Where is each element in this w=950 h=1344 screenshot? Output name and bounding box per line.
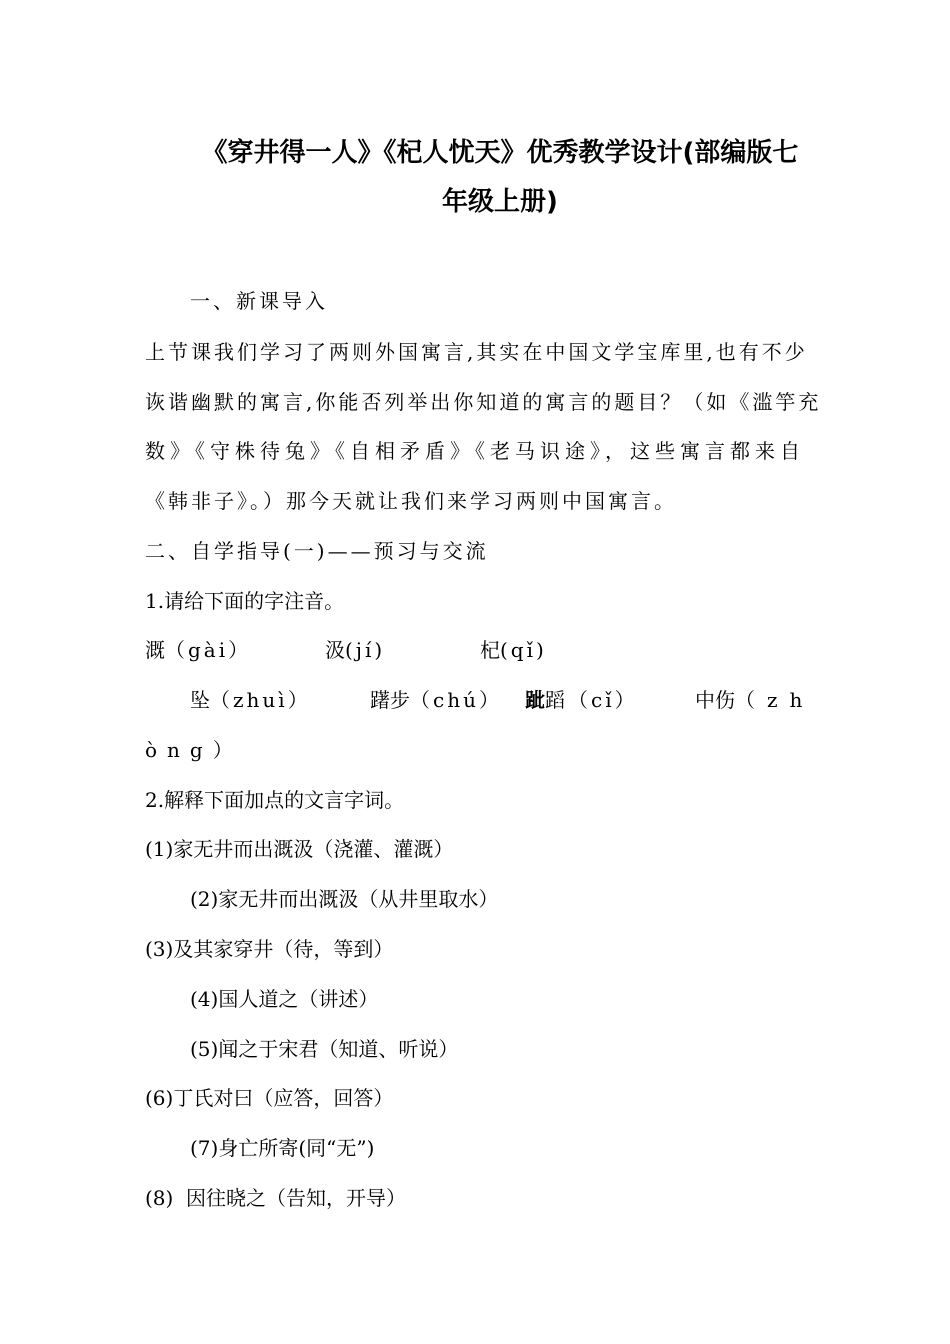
pinyin-char: 坠 <box>190 688 210 712</box>
pinyin-char: 跐 <box>525 688 545 712</box>
intro-paragraph-line-2: 诙谐幽默的寓言,你能否列举出你知道的寓言的题目？（如《滥竽充 <box>145 390 822 414</box>
intro-paragraph-line-1: 上节课我们学习了两则外国寓言,其实在中国文学宝库里,也有不少 <box>145 340 808 364</box>
pinyin-reading: （zh <box>735 688 815 712</box>
intro-paragraph-line-4: 《韩非子》。）那今天就让我们来学习两则中国寓言。 <box>145 489 677 513</box>
pinyin-char: 溉 <box>145 638 165 662</box>
explanation-item: (1)家无井而出溉汲（浇灌、灌溉） <box>145 837 454 861</box>
document-title-line-2: 年级上册) <box>442 187 558 217</box>
explanation-item: (6)丁氏对曰（应答，回答） <box>145 1086 394 1110</box>
explanation-item: (2)家无井而出溉汲（从井里取水） <box>190 887 499 911</box>
explanation-item: (4)国人道之（讲述） <box>190 987 379 1011</box>
pinyin-reading: （gài） <box>165 638 252 662</box>
intro-paragraph-line-3: 数》《守株待兔》《自相矛盾》《老马识途》，这些寓言都来自 <box>145 439 805 463</box>
pinyin-item <box>325 637 385 663</box>
pinyin-char: 躇步 <box>370 688 410 712</box>
pinyin-reading: （chú） <box>410 688 502 712</box>
pinyin-char: 杞 <box>480 638 500 662</box>
section-heading-intro: 一、新课导入 <box>190 289 328 313</box>
pinyin-item <box>525 687 638 713</box>
question-2: 2.解释下面加点的文言字词。 <box>145 788 405 812</box>
pinyin-char: 汲 <box>325 638 345 662</box>
pinyin-item <box>370 687 502 713</box>
pinyin-char: 中伤 <box>695 688 735 712</box>
explanation-item: (5)闻之于宋君（知道、听说） <box>190 1037 459 1061</box>
pinyin-continuation: òng） <box>145 738 243 762</box>
explanation-item: (7)身亡所寄(同“无”) <box>190 1136 375 1160</box>
pinyin-reading: 蹈（cǐ） <box>545 688 638 712</box>
pinyin-item <box>480 637 547 663</box>
question-1: 1.请给下面的字注音。 <box>145 589 345 613</box>
document-title-line-1: 《穿井得一人》《杞人忧天》优秀教学设计(部编版七 <box>201 138 799 168</box>
pinyin-item <box>145 637 251 663</box>
explanation-item: (3)及其家穿井（待，等到） <box>145 937 394 961</box>
pinyin-reading: （zhuì） <box>210 688 311 712</box>
pinyin-reading: (qǐ) <box>500 638 547 662</box>
pinyin-reading: (jí) <box>345 638 386 662</box>
pinyin-item <box>190 687 311 713</box>
explanation-item: (8) 因往晓之（告知，开导） <box>145 1186 407 1210</box>
section-heading-self-study: 二、自学指导(一)——预习与交流 <box>145 539 489 563</box>
pinyin-item <box>695 687 814 713</box>
